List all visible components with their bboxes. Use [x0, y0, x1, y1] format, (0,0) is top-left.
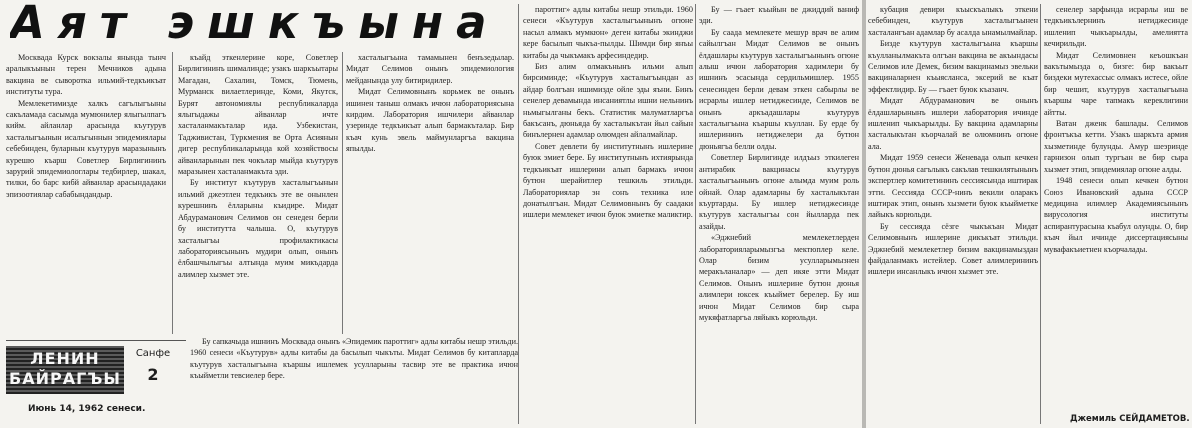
article-paragraph: Бизде къутурув хасталыгъына къаршы къулланылмакъта олгъан вакцина ве акъындасы Селимов иле Демек, бизим вакцинамыз эвельки вакциналарнен къыясланса, эксерий ве къат эффектлидир. Бу — гъает буюк къазанч.	[868, 39, 1038, 94]
article-paragraph: Бу сессияда сёзге чыкъкъан Мидат Селимовнынъ ишлерине дикъкъат этильди. Эджнебий мемлекетлер бизим вакцинамыздан файдаланмакъ истейлер. Совет алимлерининъ ишлери инсанлыкъ ичюн хызмет эте.	[868, 221, 1038, 277]
column-rule	[695, 4, 696, 424]
article-paragraph: къайд эткенлерине коре, Советлер Бирлигининъ шималинде; узакъ шаркъытары Магадан, Сахалин, Томск, Тюмень, Мурманск вилаетлеринде, Коми, Якутск, Бурят автономиялы республикаларда ялыгыдажы айванлар ичте хасталанмакъталар ида. Узбекистан, Тадживистан, Туркмения ве Орта Асиянын дигер республикаларында кой хозяйствосы айванларынын пек чокълар мыйда къутурув маразынен хасталанмакъта эди.	[178, 53, 338, 177]
article-paragraph: Бу — гъает къыйын ве джиддий ваниф эди.	[699, 5, 859, 26]
masthead-line-2: БАЙРАГЪЫ	[9, 369, 121, 388]
article-paragraph: Мидат Абдураманович ве онынъ ёлдашларынынъ ишлери лаборатория ичинде ишленип чыкъарылды. Бу вакцина адамларны хасталыкътан къорчалай ве олюмнинъ огюне ала.	[868, 96, 1038, 151]
article-paragraph: Ватан дженк башлады. Селимов фронтъкъа кетти. Узакъ шаркъта армия хызметинде булунды. Амур шеэринде гарнизон олып тургъан ве бир сыра хызмет этип, эпидемиялар огюне алды.	[1044, 119, 1188, 174]
article-paragraph: Биз алим олмакънынъ ильми алып бирсиминде; «Къутурув хасталыгъындан аз айдар болгъан ишимизде ойле эды яъни. Бинъ сенелер девамында инсаниятлы ишни нельнинъ ньмыгылганы бекъ. Статистик малуматларгъа бакъсанъ, дюньяда бу хасталыкътан йыл сайын бинълернен адамлар олюмден айлалмайлар.	[523, 62, 693, 140]
article-paragraph: 1948 сенеси олып кечкен бутюн Союз Ивановский адына СССР медицина илимлер Академиясынынъ вирусология институты аспирантурасына къабул олунды. О, бир къач йыл ичинде диссертациясыны мувафакъиетнен къорчалады.	[1044, 176, 1188, 254]
article-headline: Аят эшкъына	[10, 0, 500, 46]
article-paragraph: Бу институт къутурув хасталыгъынын ильмий джеэтлен тедкъикъ эте ве онынлен курешнинъ ёлларыны къидире. Мидат Абдураманович Селимов он сенеден берли бу институтта чалыша. О, къутурув хасталыгъы профилактикасы лабораториясынынъ мудири олып, онынъ ёлбашчылыгъы алтында муим микъдарда алимлер хызмет эте.	[178, 178, 338, 279]
article-column-4	[523, 4, 693, 424]
article-paragraph: Бу сапкачыда ишнинъ Москвада онынъ «Эпидемик пароттиг» адлы китабы нешр этильди. 1960 сенеси «Къутурув» адлы китабы да басылып чыкъты. Мидат Селимов бу китапларда къутурув хасталыгъына къаршы ишлемек усулларыны тасвир эте ве практика ичюн къыйметли тевсиелер бере.	[190, 337, 518, 381]
article-paragraph: Совет девлети бу институтнынъ ишлерине буюк эмиет бере. Бу институтнынъ ихтиярында тедкъикъат ишлерини алып бармакъ ичюн бутюн шерайитлер тешкиль этильди. Лабораториялар эн сонъ техника иле донатылгъан. Мидат Селимовнынъ бу саадаки ишлери мемлекет ичюн буюк эмиетке маликтир.	[523, 141, 693, 220]
newspaper-masthead-logo	[6, 346, 124, 394]
article-paragraph: сенелер зарфында исрарлы иш ве тедкъикълернинъ нетиджесинде ишленип чыкъарылды, амелиятта кечирильди.	[1044, 5, 1188, 49]
article-column-1	[6, 52, 166, 334]
article-paragraph: Советлер Бирлигинде илдъыз эткилеген антирабик вакцинасы къутурув хасталыгъынынъ огюне алымда муим роль ойнай. Олар адамларны бу хасталыкътан къуртарды. Бу ишлер нетиджесинде къутурув хасталыгъы сон йылларда пек азайды.	[699, 153, 859, 231]
article-paragraph: Бу саада мемлекете мешур врач ве алим сайылгъан Мидат Селимов ве онынъ ёлдашлары къутурув хасталыгъынынъ огюне алыш ичюн лаборатория хадимлери бу ишнинъ эсасында сердильмишлер. 1955 сенесинден берли девам эткен сабырлы ве исрарлы ишлер нетиджесинде, Селимов ве онынъ аркъадашлары къутурув хасталыгъына къаршы къуллан. Бу ерде бу ишлерининъ нетиджелери да бутюн дюньягъа белли олды.	[699, 27, 859, 151]
author-signature: Джемиль СЕЙДАМЕТОВ.	[1070, 414, 1190, 424]
article-column-2	[178, 52, 338, 334]
page-fold-gutter	[862, 0, 866, 428]
article-column-3-continued	[190, 336, 518, 424]
column-rule	[172, 52, 173, 334]
article-column-5	[699, 4, 859, 424]
page-label: Санфе	[135, 348, 171, 359]
article-paragraph: Москвада Курск вокзалы янында тынч аралыкъынын терен Мечников адына вакцина ве сыворотка ильмий-тедкъикъат институты тура.	[6, 53, 166, 97]
column-rule	[342, 52, 343, 334]
masthead-line-1: ЛЕНИН	[30, 349, 100, 368]
article-paragraph: пароттиг» адлы китабы нешр этильди. 1960 сенеси «Къутурув хасталыгъынынъ огюне насыл алмакъ мумкюн» деген китабы экинджи кере басылып чыкъа-пылды. Шимди бир янъы китабы да чыкъмакъ арфесиндедир.	[523, 5, 693, 60]
article-paragraph: Мидат Селимовнен кеъошкъан вакътымызда о, бизге: бир вакъыт биздеки мутехассыс олмакъ истесе, ойле бир чешит, къутурув хасталыгъына къаршы чаре тапмакъ кереклигини айтты.	[1044, 50, 1188, 117]
article-column-3	[346, 52, 514, 334]
article-paragraph: Мидат Селимовнынъ корьмек ве онынъ ишинен таныш олмакъ ичюн лабораториясына кирдим. Лаборатория ишчилери айванлар узеринде тедкъикъат алып бармакъталар. Бир къач кунь эвель маймунларгъа вакцина япылды.	[346, 87, 514, 154]
masthead-rule	[6, 340, 186, 341]
article-column-7	[1044, 4, 1188, 424]
article-paragraph: Мидат 1959 сенеси Женевада олып кечкен бутюн дюнья сагълыкъ сакълав тешкилятынынъ экспертлер комитетининъ сессиясында иштирак этти. Сессияда СССР-нинъ векили оларакъ иштирак этип, онынъ хызмети буюк къыйметке лайыкъ корюльди.	[868, 153, 1038, 220]
issue-dateline: Июнь 14, 1962 сенеси.	[28, 404, 146, 414]
page-number-box	[130, 346, 176, 394]
article-column-6	[868, 4, 1038, 424]
article-paragraph: хасталыгъына тамамынен бенъзедылар. Мидат Селимов онынъ эпидемиология мейданында улу битиридилер.	[346, 53, 514, 85]
column-rule	[1040, 4, 1041, 424]
page-number: 2	[147, 365, 159, 384]
article-paragraph: «Эджнебий мемлекетлерден лабораторияларымызгъа мектюплер келе. Олар бизим усулларымызнен меракъланалар» — деп икяе этти Мидат Селимов. Онынъ ишлерине бутюн дюнья алимлери юксек къыймет берелер. Бу иш ичюн Мидат Селимов бир сыра мукяфатларгъа ляйыкъ корюльди.	[699, 233, 859, 322]
article-paragraph: кубация девири къыскъалыкъ эткени себебинден, къутурув хасталыгъынен хасталангъан адамлар бу асалда ынамылмайлар.	[868, 5, 1038, 37]
column-rule	[518, 4, 519, 424]
article-paragraph: Мемлекетимизде халкъ сагълыгъыны сакъламада сасымда мумюнилер ялыгылпагъ кийм. айланлар арасында къутурув хасталыгъынын исалъгыннын эпидемиялары себебинден, буларнын къутурув маразынынъ курешю къарш Советлер Бирлигининъ зарурий эпидемиологлары тедбирлер, шакал, тилки, бо барс кибй айванлар арасындадаки эпизоотиялар сабабындандыр.	[6, 98, 166, 199]
